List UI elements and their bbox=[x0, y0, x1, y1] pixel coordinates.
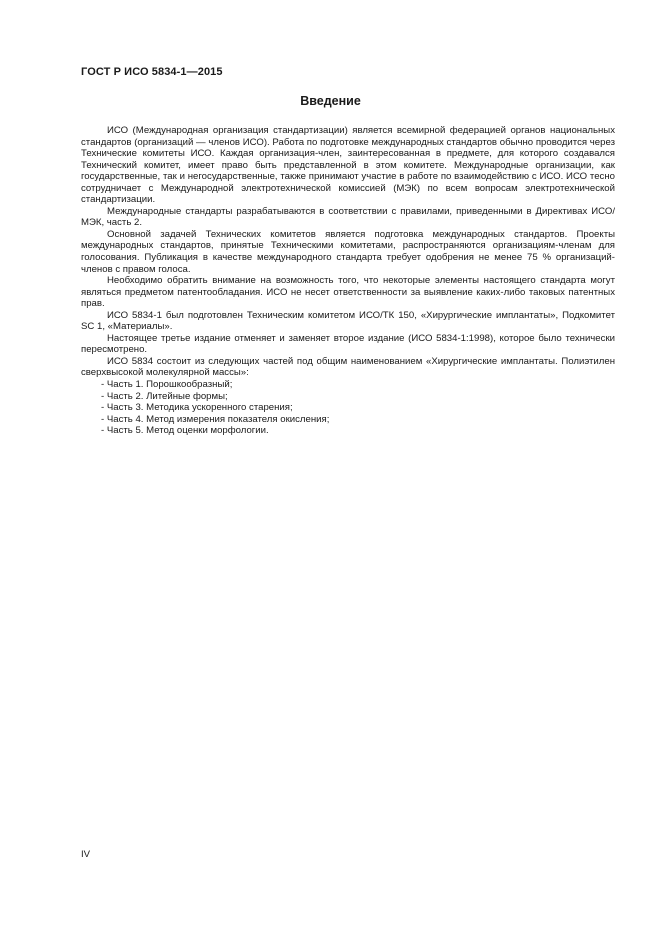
paragraph: Основной задачей Технических комитетов является подготовка международных стандартов. Проекты международных стандартов, принятые Техническими комитетами, распространяются организациям-членам для голосования. Публикация в качестве международного стандарта требует одобрения не менее 75 % организаций-членов с правом голоса. bbox=[81, 228, 615, 275]
list-item: - Часть 5. Метод оценки морфологии. bbox=[101, 425, 269, 437]
document-code-header: ГОСТ Р ИСО 5834-1—2015 bbox=[81, 66, 223, 78]
parts-list bbox=[81, 379, 615, 437]
paragraph: ИСО 5834 состоит из следующих частей под общим наименованием «Хирургические имплантаты. Полиэтилен сверхвысокой молекулярной массы»: bbox=[81, 355, 615, 379]
paragraph: Необходимо обратить внимание на возможность того, что некоторые элементы настоящего стандарта могут являться предметом патентообладания. ИСО не несет ответственности за выявление каких-либо таковых патентных прав. bbox=[81, 275, 615, 310]
list-item: - Часть 2. Литейные формы; bbox=[101, 390, 228, 402]
paragraph: Настоящее третье издание отменяет и заменяет второе издание (ИСО 5834-1:1998), которое было технически пересмотрено. bbox=[81, 332, 615, 356]
paragraph: ИСО (Международная организация стандартизации) является всемирной федерацией органов национальных стандартов (организаций — членов ИСО). Работа по подготовке международных стандартов обычно проводится через Технические комитеты ИСО. Каждая организация-член, заинтересованная в предмете, для которого создавался Технический комитет, имеет право быть представленной в этом комитете. Международные организации, как государственные, так и негосударственные, также принимают участие в работе по взаимодействию с ИСО. ИСО тесно сотрудничает с Международной электротехнической комиссией (МЭК) по всем вопросам электротехнической стандартизации. bbox=[81, 125, 615, 206]
page-number: IV bbox=[81, 849, 91, 860]
list-item: - Часть 1. Порошкообразный; bbox=[101, 379, 233, 391]
list-item: - Часть 3. Методика ускоренного старения; bbox=[101, 402, 293, 414]
list-item: - Часть 4. Метод измерения показателя окисления; bbox=[101, 413, 330, 425]
paragraph: ИСО 5834-1 был подготовлен Техническим комитетом ИСО/ТК 150, «Хирургические имплантаты», Подкомитет SC 1, «Материалы». bbox=[81, 309, 615, 333]
section-title: Введение bbox=[300, 94, 361, 108]
paragraph: Международные стандарты разрабатываются в соответствии с правилами, приведенными в Директивах ИСО/МЭК, часть 2. bbox=[81, 205, 615, 229]
document-body bbox=[81, 125, 615, 437]
